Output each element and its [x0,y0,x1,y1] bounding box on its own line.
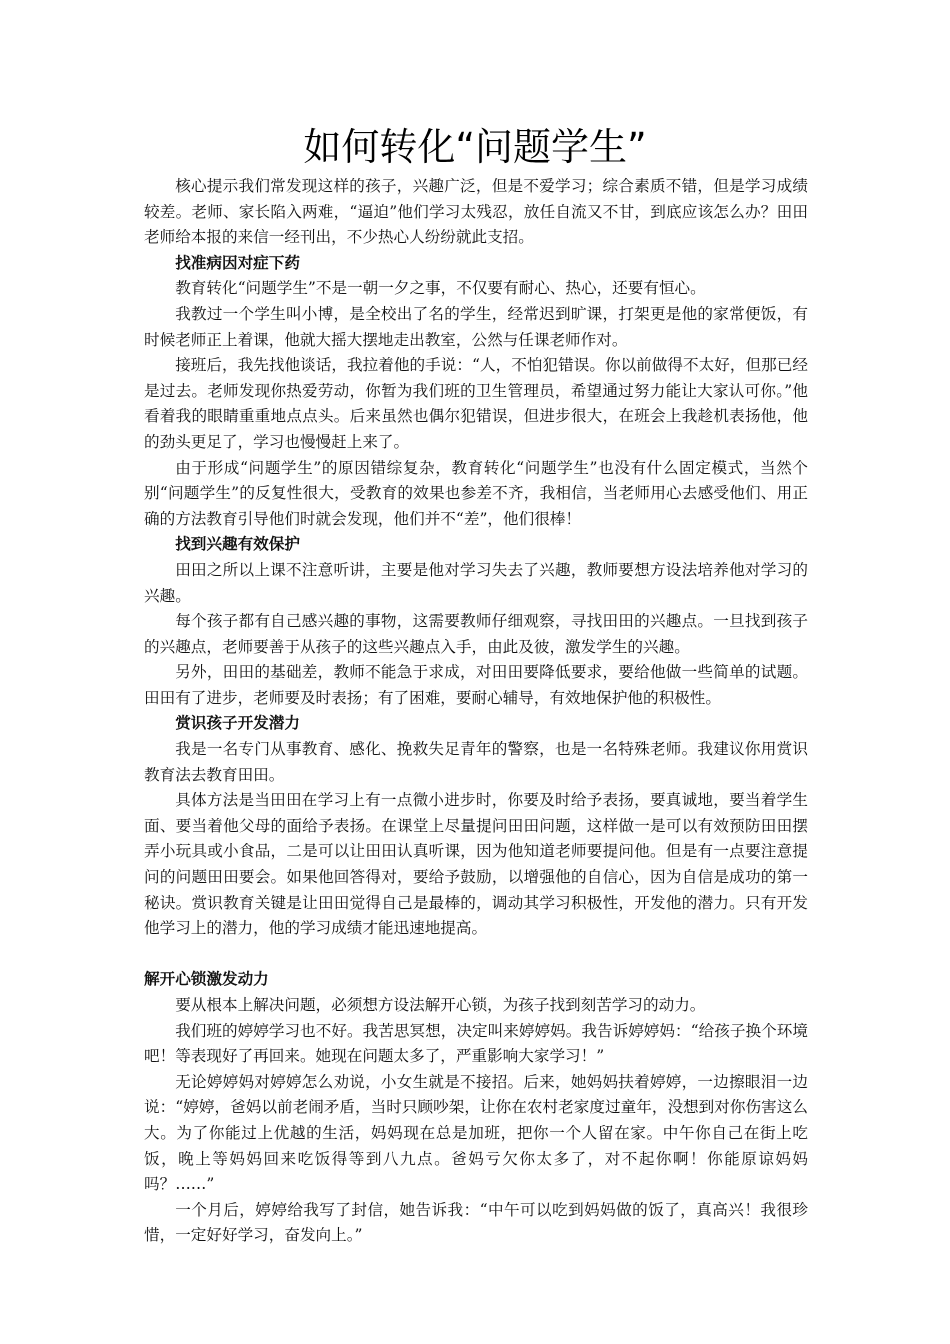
document-title: 如何转化“问题学生” [303,125,647,169]
paragraph: 每个孩子都有自己感兴趣的事物，这需要教师仔细观察，寻找田田的兴趣点。一旦找到孩子的兴趣点，老师要善于从孩子的这些兴趣点入手，由此及彼，激发学生的兴趣。 [144,612,808,656]
section-heading-motivation: 解开心锁激发动力 [144,970,269,989]
paragraph: 教育转化“问题学生”不是一朝一夕之事，不仅要有耐心、热心，还要有恒心。 [175,279,706,298]
paragraph: 一个月后，婷婷给我写了封信，她告诉我：“中午可以吃到妈妈做的饭了，真高兴！我很珍惜，一定好好学习，奋发向上。” [144,1200,808,1245]
section-heading-appreciation: 赏识孩子开发潜力 [175,714,300,733]
paragraph: 具体方法是当田田在学习上有一点微小进步时，你要及时给予表扬，要真诚地，要当着学生面、要当着他父母的面给予表扬。在课堂上尽量提问田田问题，这样做一是可以有效预防田田摆弄小玩具或小食品，二是可以让田田认真听课，因为他知道老师要提问他。但是有一点要注意提问的问题田田要会。如果他回答得对，要给予鼓励，以增强他的自信心，因为自信是成功的第一秘诀。赏识教育关键是让田田觉得自己是最棒的，调动其学习积极性，开发他的潜力。只有开发他学习上的潜力，他的学习成绩才能迅速地提高。 [144,791,808,938]
paragraph: 另外，田田的基础差，教师不能急于求成，对田田要降低要求，要给他做一些简单的试题。田田有了进步，老师要及时表扬；有了困难，要耐心辅导，有效地保护他的积极性。 [144,663,808,707]
paragraph: 我是一名专门从事教育、感化、挽救失足青年的警察，也是一名特殊老师。我建议你用赏识教育法去教育田田。 [144,740,808,784]
intro-paragraph: 核心提示我们常发现这样的孩子，兴趣广泛，但是不爱学习；综合素质不错，但是学习成绩较差。老师、家长陷入两难，“逼迫”他们学习太残忍，放任自流又不甘，到底应该怎么办？田田老师给本报的来信一经刊出，不少热心人纷纷就此支招。 [144,177,808,247]
paragraph: 我教过一个学生叫小博，是全校出了名的学生，经常迟到旷课，打架更是他的家常便饭，有时候老师正上着课，他就大摇大摆地走出教室，公然与任课老师作对。 [144,304,808,349]
paragraph: 要从根本上解决问题，必须想方设法解开心锁，为孩子找到刻苦学习的动力。 [175,996,706,1014]
paragraph: 由于形成“问题学生”的原因错综复杂，教育转化“问题学生”也没有什么固定模式，当然个别“问题学生”的反复性很大，受教育的效果也参差不齐，我相信，当老师用心去感受他们、用正确的方法教育引导他们时就会发现，他们并不“差”，他们很棒！ [144,458,808,528]
paragraph: 田田之所以上课不注意听讲，主要是他对学习失去了兴趣，教师要想方设法培养他对学习的兴趣。 [144,560,808,605]
article-body [144,174,808,1249]
paragraph: 接班后，我先找他谈话，我拉着他的手说：“人，不怕犯错误。你以前做得不太好，但那已经是过去。老师发现你热爱劳动，你暂为我们班的卫生管理员，希望通过努力能让大家认可你。”他看着我的眼睛重重地点点头。后来虽然也偶尔犯错误，但进步很大，在班会上我趁机表扬他，他的劲头更足了，学习也慢慢赶上来了。 [144,356,808,451]
paragraph: 无论婷婷妈对婷婷怎么劝说，小女生就是不接招。后来，她妈妈扶着婷婷，一边擦眼泪一边说：“婷婷，爸妈以前老闹矛盾，当时只顾吵架，让你在农村老家度过童年，没想到对你伤害这么大。为了你能过上优越的生活，妈妈现在总是加班，把你一个人留在家。中午你自己在街上吃饭，晚上等妈妈回来吃饭得等到八九点。爸妈亏欠你太多了，对不起你啊！你能原谅妈妈吗？……” [144,1072,808,1194]
section-heading-diagnosis: 找准病因对症下药 [175,253,300,272]
section-heading-interest: 找到兴趣有效保护 [175,535,300,554]
paragraph: 我们班的婷婷学习也不好。我苦思冥想，决定叫来婷婷妈。我告诉婷婷妈：“给孩子换个环境吧！等表现好了再回来。她现在问题太多了，严重影响大家学习！” [144,1021,808,1066]
blank-line [144,942,808,968]
